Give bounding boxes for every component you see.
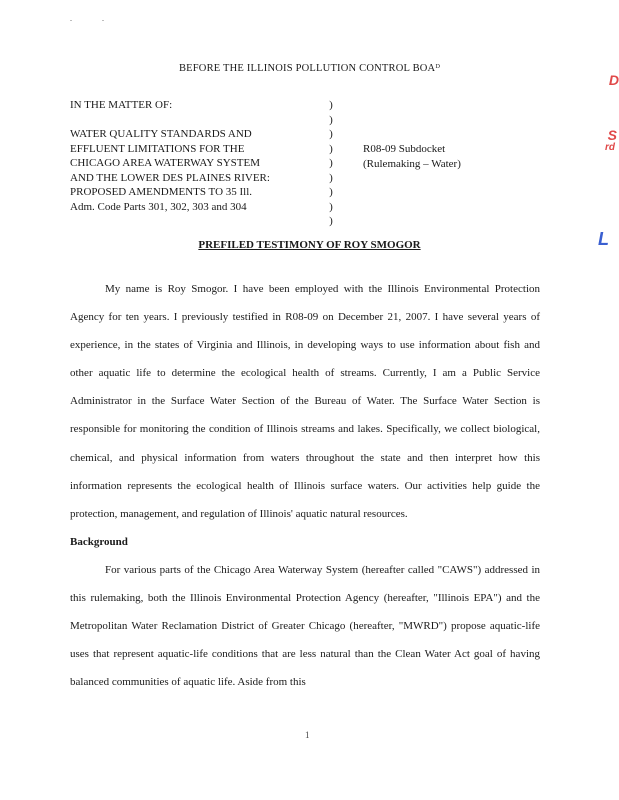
caption-line: AND THE LOWER DES PLAINES RIVER: [70,171,270,184]
caption-line [70,113,330,128]
paren: ) [329,142,333,155]
paren: ) [329,215,333,227]
paren: ) [329,157,333,169]
board-header: BEFORE THE ILLINOIS POLLUTION CONTROL BOAᴰ [178,63,441,74]
caption-matter [70,98,330,214]
scan-mark: . [70,14,72,23]
scan-mark: . [102,14,104,23]
paren: ) [329,113,333,126]
paren: ) [329,171,333,184]
caption-line: CHICAGO AREA WATERWAY SYSTEM [70,157,260,169]
testimony-body [70,275,540,696]
paren: ) [329,200,333,213]
received-stamp-fragment: D [608,72,619,88]
caption-line: PROPOSED AMENDMENTS TO 35 Ill. [70,186,253,198]
page-number: 1 [305,730,310,740]
paren: ) [329,186,333,198]
caption-line: EFFLUENT LIMITATIONS FOR THE [70,142,245,155]
caption-line: IN THE MATTER OF: [70,99,173,111]
caption-parentheses [326,98,336,229]
intro-paragraph: My name is Roy Smogor. I have been employed with the Illinois Environmental Protection Agency for ten years. I previously testified in R08-09 on December 21, 2007. I have several years of experience, in the states of Virginia and Illinois, in developing ways to use information about fish and other aquatic life to determine the ecological health of streams. Currently, I am a Public Service Administrator in the Surface Water Section of the Bureau of Water. The Surface Water Section is responsible for monitoring the condition of Illinois streams and lakes. Specifically, we collect biological, chemical, and physical information from waters throughout the state and then interpret how this information represents the ecological health of Illinois surface waters. Our activities help guide the protection, management, and regulation of Illinois' aquatic natural resources. [70,283,540,520]
docket-number: R08-09 Subdocket [363,143,446,155]
paren: ) [329,99,333,111]
docket-info [363,142,461,171]
section-heading: Background [70,535,128,548]
caption-line: WATER QUALITY STANDARDS AND [70,128,252,140]
received-stamp-fragment: rd [605,142,615,153]
received-stamp-fragment: L [598,229,609,249]
caption-line: Adm. Code Parts 301, 302, 303 and 304 [70,200,247,213]
testimony-title: PREFILED TESTIMONY OF ROY SMOGOR [198,239,421,251]
received-stamp-fragment: S [607,127,617,143]
background-paragraph: For various parts of the Chicago Area Waterway System (hereafter called "CAWS") addressed in this rulemaking, both the Illinois Environmental Protection Agency (hereafter, "Illinois EPA") and the Metropolitan Water Reclamation District of Greater Chicago (hereafter, "MWRD") propose aquatic-life uses that represent aquatic-life conditions that are less natural than the Clean Water Act goal of having balanced communities of aquatic life. Aside from this [70,563,540,689]
paren: ) [329,128,333,140]
docket-type: (Rulemaking – Water) [363,157,461,170]
